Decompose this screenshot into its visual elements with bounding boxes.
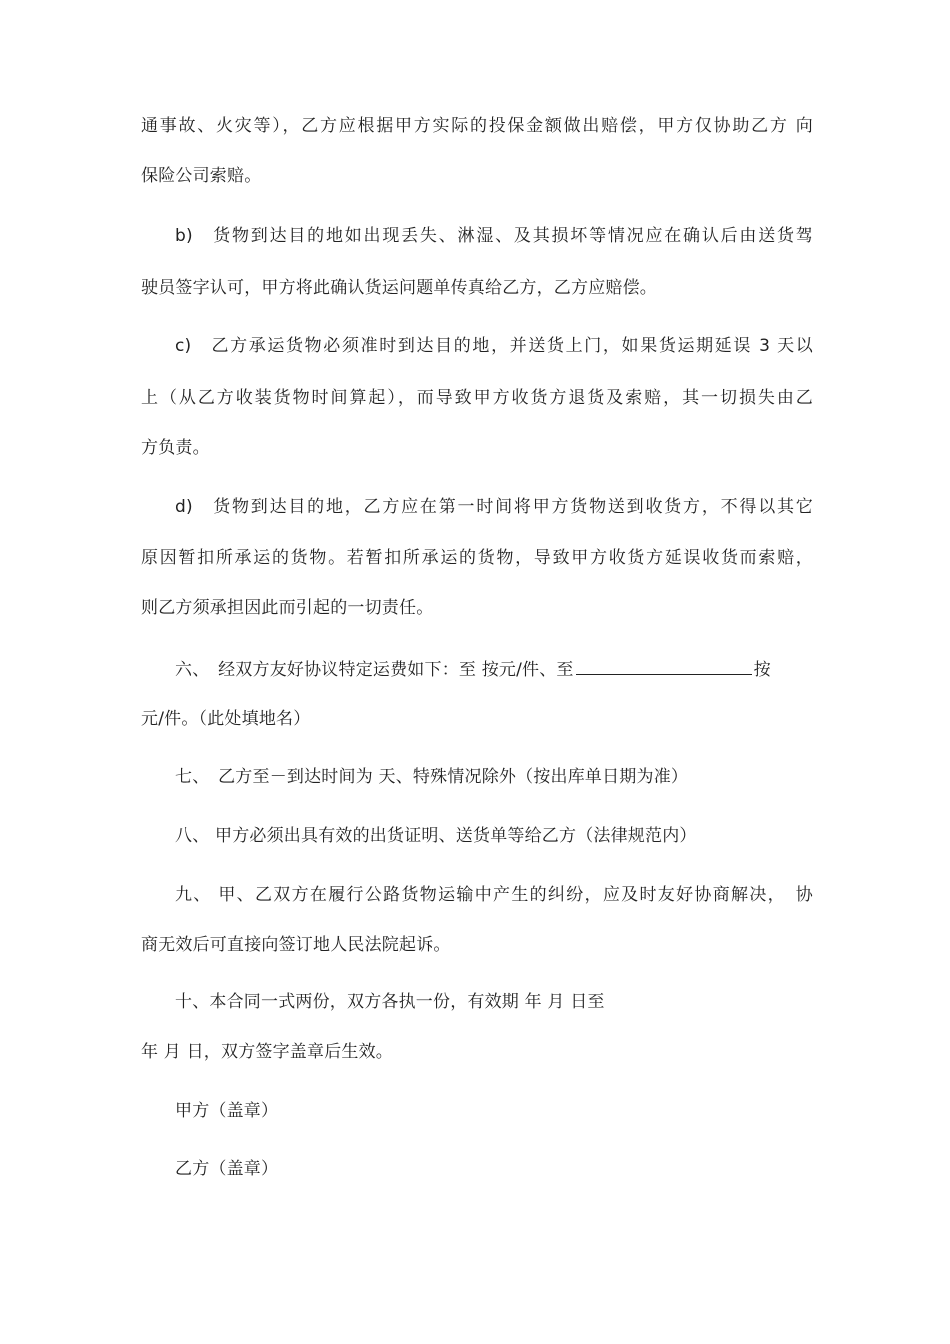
clause-c-line: c) 乙方承运货物必须准时到达目的地，并送货上门，如果货运期延误 3 天以 [175,336,813,356]
clause-6-line [175,657,771,681]
party-b-seal: 乙方（盖章） [175,1159,279,1179]
clause-7-line: 七、 乙方至－到达时间为 天、特殊情况除外（按出库单日期为准） [175,767,689,787]
text-line: 保险公司索赔。 [141,166,262,186]
text-line: 驶员签字认可，甲方将此确认货运问题单传真给乙方，乙方应赔偿。 [141,278,657,298]
clause-10-line: 十、本合同一式两份，双方各执一份，有效期 年 月 日至 [175,992,605,1012]
text-line: 年 月 日，双方签字盖章后生效。 [141,1042,394,1062]
clause-6-text: 六、 经双方友好协议特定运费如下：至 按元/件、至 [175,660,574,680]
party-a-seal: 甲方（盖章） [175,1101,279,1121]
text-line: 商无效后可直接向签订地人民法院起诉。 [141,935,451,955]
clause-b-line: b) 货物到达目的地如出现丢失、淋湿、及其损坏等情况应在确认后由送货驾 [175,226,813,246]
fill-in-blank [576,657,752,675]
clause-d-line: d) 货物到达目的地，乙方应在第一时间将甲方货物送到收货方，不得以其它 [175,497,813,517]
text-line: 原因暂扣所承运的货物。若暂扣所承运的货物，导致甲方收货方延误收货而索赔， [141,548,813,568]
text-line: 则乙方须承担因此而引起的一切责任。 [141,598,434,618]
text-line: 上（从乙方收装货物时间算起），而导致甲方收货方退货及索赔，其一切损失由乙 [141,388,813,408]
clause-8-line: 八、 甲方必须出具有效的出货证明、送货单等给乙方（法律规范内） [175,826,697,846]
text-line: 元/件。（此处填地名） [141,709,311,729]
clause-9-line: 九、 甲、乙双方在履行公路货物运输中产生的纠纷，应及时友好协商解决， 协 [175,885,813,905]
text-line: 方负责。 [141,438,210,458]
clause-6-text-end: 按 [753,660,771,680]
text-line: 通事故、火灾等），乙方应根据甲方实际的投保金额做出赔偿，甲方仅协助乙方 向 [141,116,813,136]
